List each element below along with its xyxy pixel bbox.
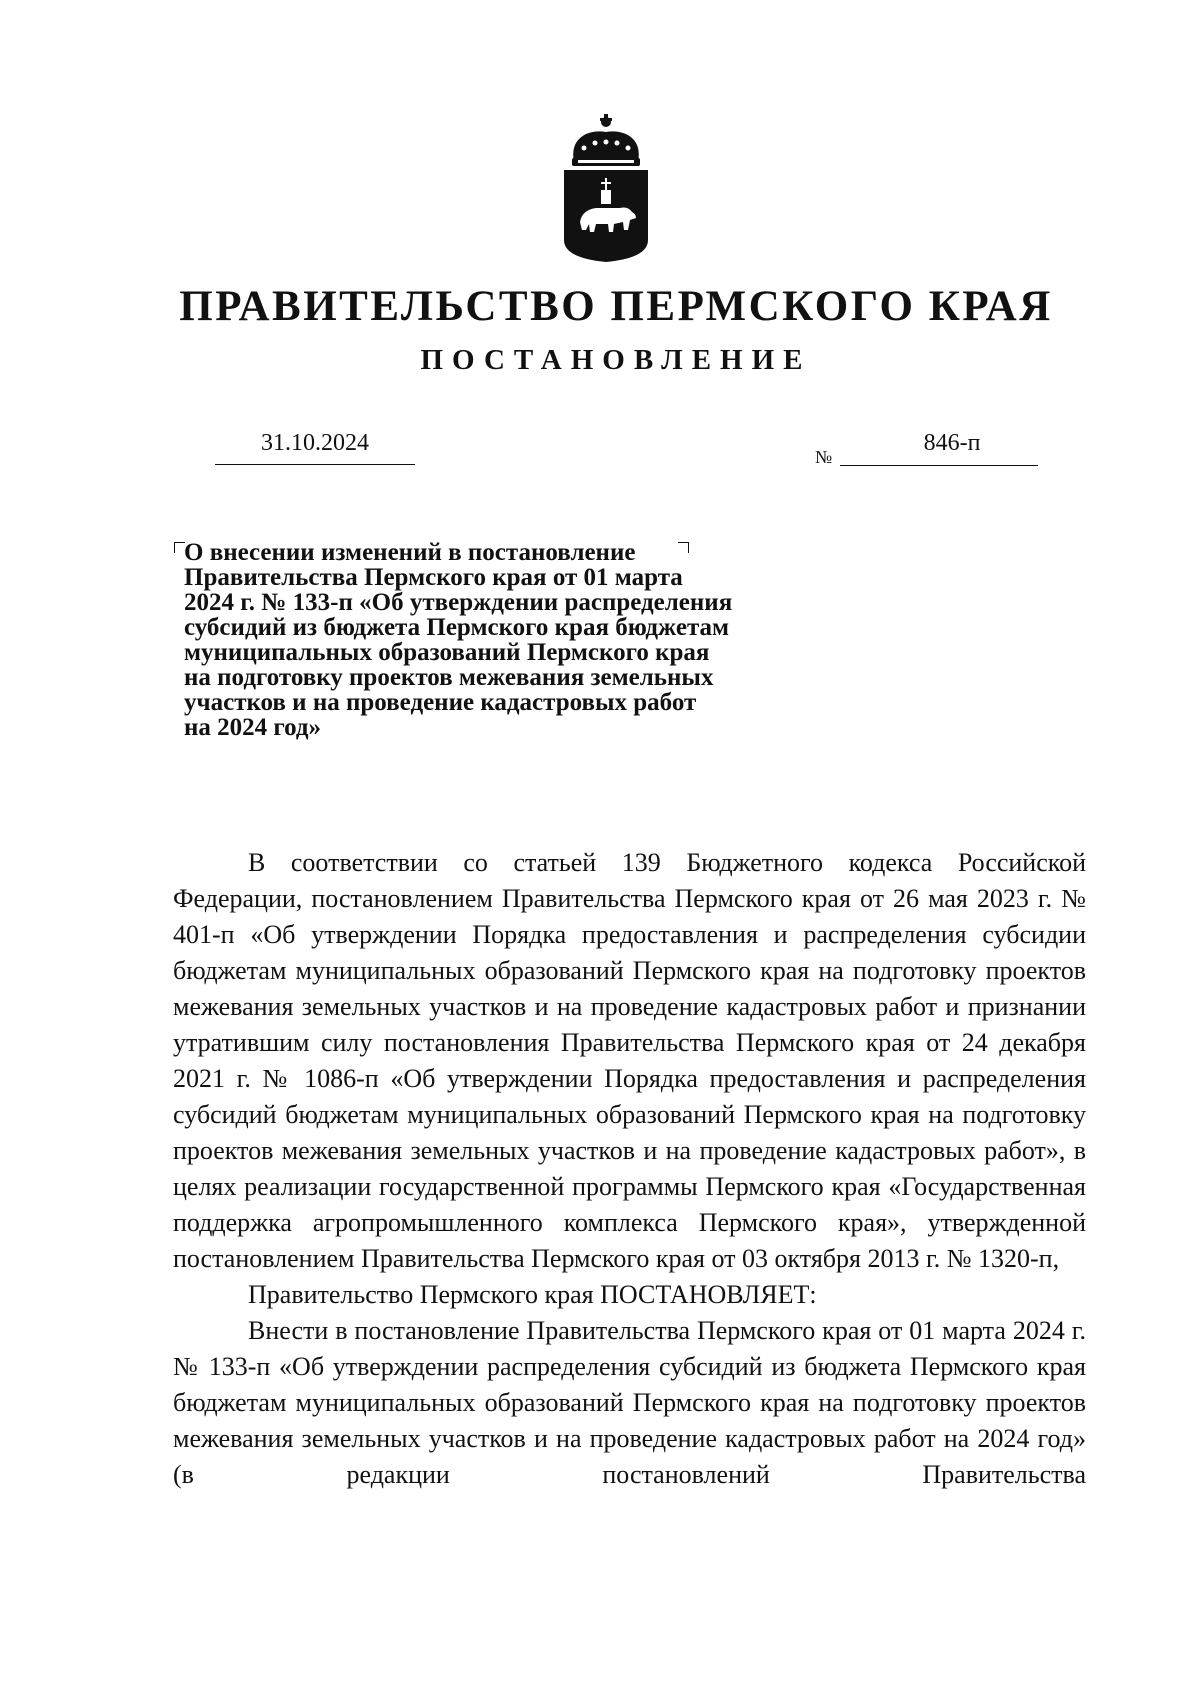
document-date: 31.10.2024 [261,430,369,456]
document-subject [184,540,824,740]
organization-title: ПРАВИТЕЛЬСТВО ПЕРМСКОГО КРАЯ [179,283,1053,330]
subject-line: 2024 г. № 133-п «Об утверждении распределения [184,589,733,616]
preamble-paragraph: В соответствии со статьей 139 Бюджетного кодекса Российской Федерации, постановлением Правительства Пермского края от 26 мая 2023 г. № 401-п «Об утверждении Порядка предоставления и распределения субсидии бюджетам муниципальных образований Пермского края на подготовку проектов межевания земельных участков и на проведение кадастровых работ и признании утратившим силу постановления Правительства Пермского края от 24 декабря 2021 г. № 1086-п «Об утверждении Порядка предоставления и распределения субсидий бюджетам муниципальных образований Пермского края на подготовку проектов межевания земельных участков и на проведение кадастровых работ», в целях реализации государственной программы Пермского края «Государственная поддержка агропромышленного комплекса Пермского края», утвержденной постановлением Правительства Пермского края от 03 октября 2013 г. № 1320-п, [173,848,1086,1273]
date-underline [215,464,415,465]
subject-line: на 2024 год» [184,714,322,741]
main-paragraph: Внести в постановление Правительства Пермского края от 01 марта 2024 г. № 133-п «Об утверждении распределения субсидий из бюджета Пермского края бюджетам муниципальных образований Пермского края на подготовку проектов межевания земельных участков и на проведение кадастровых работ на 2024 год» (в редакции постановлений Правительства [173,1316,1086,1489]
subject-line: О внесении изменений в постановление [184,539,636,566]
document-type-title: ПОСТАНОВЛЕНИЕ [420,344,812,376]
subject-line: субсидий из бюджета Пермского края бюджетам [184,614,730,641]
document-number: 846-п [923,430,981,456]
perm-krai-coat-of-arms-icon [556,112,656,266]
resolves-paragraph: Правительство Пермского края ПОСТАНОВЛЯЕТ: [248,1280,817,1309]
document-body [173,845,1086,1493]
number-sign: № [815,447,833,467]
subject-line: муниципальных образований Пермского края [184,639,710,666]
subject-line: Правительства Пермского края от 01 марта [184,564,683,591]
subject-line: участков и на проведение кадастровых работ [184,689,697,716]
subject-line: на подготовку проектов межевания земельных [184,664,714,691]
number-underline [840,465,1038,466]
